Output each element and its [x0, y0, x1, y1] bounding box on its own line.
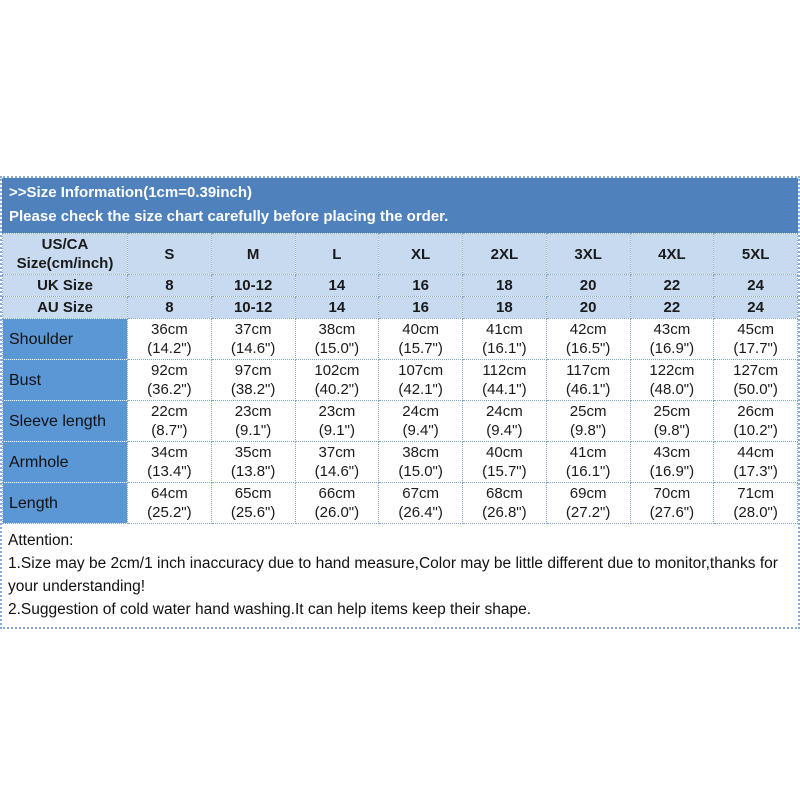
measurement-inch: (26.4") [398, 504, 443, 521]
size-header-cell: XL [379, 234, 463, 275]
measurement-value-cell [211, 319, 295, 360]
measurement-cm: 37cm [318, 444, 356, 461]
measurement-cm: 35cm [234, 444, 272, 461]
measurement-value-cell [463, 401, 547, 442]
measurement-cm: 66cm [318, 485, 356, 502]
measurement-value-cell [128, 401, 212, 442]
measurement-inch: (13.4") [147, 463, 192, 480]
measurement-value-cell [379, 401, 463, 442]
measurement-cm: 69cm [569, 485, 607, 502]
measurement-value-cell [630, 401, 714, 442]
measurement-inch: (16.1") [565, 463, 611, 480]
measurement-inch: (13.8") [230, 463, 276, 480]
corner-header-cell [3, 234, 128, 275]
au-size-value: 10-12 [211, 297, 295, 319]
measurement-cm: 71cm [737, 485, 774, 502]
uk-size-value: 10-12 [211, 275, 295, 297]
measurement-label: Armhole [3, 442, 128, 483]
attention-section [2, 524, 798, 627]
au-size-value: 16 [379, 297, 463, 319]
measurement-value-cell [211, 360, 295, 401]
measurement-inch: (42.1") [398, 381, 443, 398]
measurement-cm: 41cm [569, 444, 607, 461]
measurement-inch: (9.8") [570, 422, 607, 439]
measurement-value-cell [128, 319, 212, 360]
measurement-cm: 36cm [151, 321, 188, 338]
measurement-cm: 102cm [314, 362, 360, 379]
measurement-cm: 40cm [402, 321, 439, 338]
measurement-cm: 92cm [151, 362, 188, 379]
measurement-inch: (10.2") [733, 422, 778, 439]
measurement-inch: (36.2") [147, 381, 192, 398]
measurement-inch: (25.6") [230, 504, 276, 521]
measurement-inch: (46.1") [565, 381, 611, 398]
measurement-row [3, 319, 798, 360]
size-info-banner [2, 178, 798, 233]
measurement-inch: (38.2") [230, 381, 276, 398]
au-size-value: 24 [714, 297, 798, 319]
measurement-value-cell [128, 483, 212, 524]
measurement-cm: 25cm [569, 403, 607, 420]
measurement-inch: (16.5") [565, 340, 611, 357]
measurement-inch: (26.0") [314, 504, 360, 521]
measurement-cm: 41cm [486, 321, 523, 338]
measurement-cm: 43cm [653, 444, 691, 461]
measurement-cm: 43cm [653, 321, 691, 338]
size-header-cell: L [295, 234, 379, 275]
measurement-inch: (15.7") [398, 340, 443, 357]
uk-size-value: 24 [714, 275, 798, 297]
size-header-cell: 3XL [546, 234, 630, 275]
measurement-value-cell [630, 483, 714, 524]
uk-size-value: 16 [379, 275, 463, 297]
size-chart-sheet [0, 176, 800, 629]
measurement-cm: 37cm [234, 321, 272, 338]
measurement-value-cell [128, 442, 212, 483]
uk-size-label: UK Size [3, 275, 128, 297]
measurement-cm: 107cm [398, 362, 444, 379]
measurement-inch: (16.9") [649, 463, 695, 480]
attention-note-1: 1.Size may be 2cm/1 inch inaccuracy due to hand measure,Color may be little different due to monitor,thanks for your understanding! [8, 555, 778, 595]
measurement-inch: (44.1") [482, 381, 527, 398]
measurement-inch: (48.0") [649, 381, 695, 398]
measurement-row [3, 442, 798, 483]
uk-size-value: 8 [128, 275, 212, 297]
measurement-value-cell [295, 442, 379, 483]
measurement-value-cell [379, 442, 463, 483]
measurement-value-cell [463, 319, 547, 360]
measurement-cm: 67cm [402, 485, 439, 502]
measurement-cm: 38cm [402, 444, 439, 461]
measurement-inch: (26.8") [482, 504, 527, 521]
measurement-value-cell [463, 442, 547, 483]
measurement-cm: 22cm [151, 403, 188, 420]
uk-size-value: 20 [546, 275, 630, 297]
measurement-inch: (14.6") [230, 340, 276, 357]
measurement-value-cell [128, 360, 212, 401]
uk-size-value: 18 [463, 275, 547, 297]
measurement-inch: (9.4") [486, 422, 523, 439]
banner-subtitle: Please check the size chart carefully before placing the order. [9, 208, 449, 225]
measurement-value-cell [630, 319, 714, 360]
measurement-value-cell [211, 401, 295, 442]
measurement-value-cell [714, 442, 798, 483]
au-size-label: AU Size [3, 297, 128, 319]
measurement-value-cell [463, 483, 547, 524]
measurement-value-cell [211, 483, 295, 524]
size-header-cell: 4XL [630, 234, 714, 275]
au-size-value: 18 [463, 297, 547, 319]
measurement-inch: (14.2") [147, 340, 192, 357]
measurement-cm: 45cm [737, 321, 774, 338]
measurement-row [3, 483, 798, 524]
measurement-label: Length [3, 483, 128, 524]
measurement-inch: (9.8") [653, 422, 690, 439]
measurement-value-cell [295, 319, 379, 360]
measurement-inch: (17.3") [733, 463, 778, 480]
measurement-value-cell [714, 360, 798, 401]
measurement-cm: 97cm [234, 362, 272, 379]
measurement-value-cell [463, 360, 547, 401]
uk-size-row [3, 275, 798, 297]
measurement-cm: 26cm [737, 403, 774, 420]
measurement-inch: (15.0") [314, 340, 360, 357]
measurement-cm: 65cm [234, 485, 272, 502]
measurement-label: Sleeve length [3, 401, 128, 442]
measurement-inch: (9.4") [402, 422, 439, 439]
measurement-value-cell [211, 442, 295, 483]
measurement-inch: (27.6") [649, 504, 695, 521]
uk-size-value: 14 [295, 275, 379, 297]
measurement-value-cell [546, 401, 630, 442]
measurement-cm: 117cm [566, 362, 611, 379]
measurement-value-cell [379, 483, 463, 524]
measurement-value-cell [546, 483, 630, 524]
attention-title: Attention: [8, 532, 74, 549]
measurement-value-cell [714, 319, 798, 360]
measurement-cm: 24cm [402, 403, 439, 420]
measurement-cm: 23cm [234, 403, 272, 420]
measurement-value-cell [379, 319, 463, 360]
measurement-cm: 34cm [151, 444, 188, 461]
measurement-value-cell [714, 483, 798, 524]
measurement-inch: (25.2") [147, 504, 192, 521]
au-size-value: 22 [630, 297, 714, 319]
size-header-cell: M [211, 234, 295, 275]
measurement-value-cell [546, 442, 630, 483]
measurement-inch: (40.2") [314, 381, 360, 398]
measurement-inch: (50.0") [733, 381, 778, 398]
size-table [2, 233, 798, 524]
measurement-cm: 70cm [653, 485, 691, 502]
banner-title: >>Size Information(1cm=0.39inch) [9, 184, 252, 201]
measurement-inch: (14.6") [314, 463, 360, 480]
measurement-value-cell [714, 401, 798, 442]
au-size-value: 8 [128, 297, 212, 319]
measurement-cm: 38cm [318, 321, 356, 338]
measurement-inch: (15.0") [398, 463, 443, 480]
measurement-label: Shoulder [3, 319, 128, 360]
measurement-inch: (8.7") [151, 422, 188, 439]
measurement-cm: 127cm [733, 362, 779, 379]
measurement-inch: (15.7") [482, 463, 527, 480]
measurement-value-cell [630, 360, 714, 401]
measurement-cm: 24cm [486, 403, 523, 420]
au-size-value: 14 [295, 297, 379, 319]
measurement-inch: (28.0") [733, 504, 778, 521]
measurement-row [3, 401, 798, 442]
measurement-cm: 40cm [486, 444, 523, 461]
corner-header-line2: Size(cm/inch) [16, 255, 114, 272]
au-size-row [3, 297, 798, 319]
measurement-cm: 23cm [318, 403, 356, 420]
corner-header-line1: US/CA [41, 236, 89, 253]
measurement-value-cell [295, 360, 379, 401]
measurement-cm: 64cm [151, 485, 188, 502]
attention-note-2: 2.Suggestion of cold water hand washing.It can help items keep their shape. [8, 601, 532, 618]
measurement-value-cell [295, 483, 379, 524]
measurement-cm: 112cm [482, 362, 527, 379]
measurement-inch: (16.9") [649, 340, 695, 357]
measurement-inch: (9.1") [318, 422, 355, 439]
measurement-value-cell [546, 360, 630, 401]
measurement-value-cell [630, 442, 714, 483]
measurement-inch: (9.1") [235, 422, 272, 439]
au-size-value: 20 [546, 297, 630, 319]
uk-size-value: 22 [630, 275, 714, 297]
size-header-cell: 2XL [463, 234, 547, 275]
measurement-cm: 68cm [486, 485, 523, 502]
measurement-cm: 44cm [737, 444, 774, 461]
measurement-value-cell [546, 319, 630, 360]
measurement-value-cell [295, 401, 379, 442]
measurement-row [3, 360, 798, 401]
size-header-row [3, 234, 798, 275]
measurement-inch: (16.1") [482, 340, 527, 357]
measurement-cm: 122cm [649, 362, 695, 379]
measurement-value-cell [379, 360, 463, 401]
measurement-inch: (27.2") [565, 504, 611, 521]
measurement-inch: (17.7") [733, 340, 778, 357]
size-header-cell: 5XL [714, 234, 798, 275]
measurement-label: Bust [3, 360, 128, 401]
size-header-cell: S [128, 234, 212, 275]
measurement-cm: 25cm [653, 403, 691, 420]
measurement-cm: 42cm [569, 321, 607, 338]
